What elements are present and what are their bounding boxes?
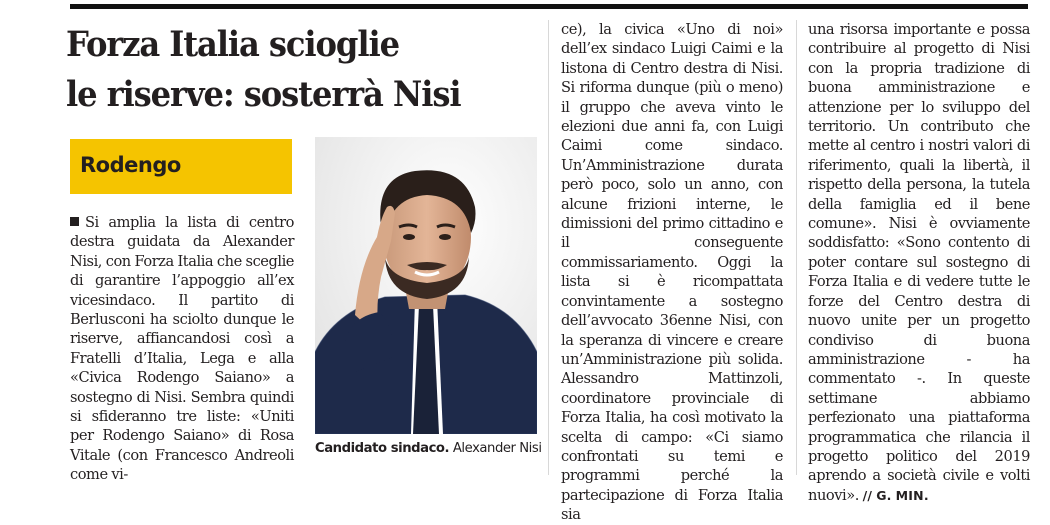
photo-caption	[315, 440, 555, 458]
column-2-text: ce), la civica «Uno di noi» dell’ex sindaco Luigi Caimi e la listona di Centro destra di Nisi. Si riforma dunque (più o meno) il gruppo che aveva vinto le elezioni due anni fa, con Luigi Caimi come sindaco. Un’Amministrazione durata però poco, solo un anno, con alcune frizioni interne, le dimissioni del primo cittadino e il conseguente commissariamento. Oggi la lista si è ricompattata convintamente a sostegno dell’avvocato 36enne Nisi, con la speranza di vincere e creare un’Amministrazione più solida. Alessandro Mattinzoli, coordinatore provinciale di Forza Italia, ha così motivato la scelta di campo: «Ci siamo confrontati su temi e programmi perché la partecipazione di Forza Italia sia	[561, 21, 783, 524]
top-rule	[70, 4, 1028, 9]
lead-square-icon	[70, 217, 79, 226]
portrait-photo	[315, 137, 537, 434]
headline-line-1: Forza Italia scioglie	[66, 24, 399, 65]
headline-line-2: le riserve: sosterrà Nisi	[66, 74, 461, 115]
article-column-1	[70, 213, 294, 485]
section-label: Rodengo	[80, 153, 181, 177]
column-3-text: una risorsa importante e possa contribuire al progetto di Nisi con la propria tradizione di buona amministrazione e attenzione per lo sviluppo del territorio. Un contributo che mette al centro i nostri valori di riferimento, quali la libertà, il rispetto della persona, la tutela della famiglia ed il bene comune». Nisi è ovviamente soddisfatto: «Sono contento di poter contare sul sostegno di Forza Italia e di vedere tutte le forze del Centro destra di nuovo unite per un progetto condiviso di buona amministrazione - ha commentato -. In queste settimane abbiamo perfezionato una piattaforma programmatica che rilancia il progetto politico del 2019 aprendo a società civile e volti nuovi».	[808, 21, 1030, 504]
column-divider	[548, 20, 549, 475]
article-column-2	[561, 20, 783, 525]
caption-bold: Candidato sindaco.	[315, 441, 450, 456]
article-headline	[66, 20, 508, 120]
author-signature: // G. MIN.	[862, 487, 929, 503]
article-column-3	[808, 20, 1030, 505]
column-1-text: Si amplia la lista di centro destra guidata da Alexander Nisi, con Forza Italia che sceglie di garantire l’appoggio all’ex vicesindaco. Il partito di Berlusconi ha sciolto dunque le riserve, affiancandosi così a Fratelli d’Italia, Lega e alla «Civica Rodengo Saiano» a sostegno di Nisi. Sembra quindi si sfideranno tre liste: «Uniti per Rodengo Saiano» di Rosa Vitale (con Francesco Andreoli come vi-	[70, 214, 294, 484]
section-tag	[70, 139, 292, 194]
caption-text: Alexander Nisi	[452, 441, 542, 456]
column-divider	[796, 20, 797, 475]
portrait-illustration	[315, 137, 537, 434]
